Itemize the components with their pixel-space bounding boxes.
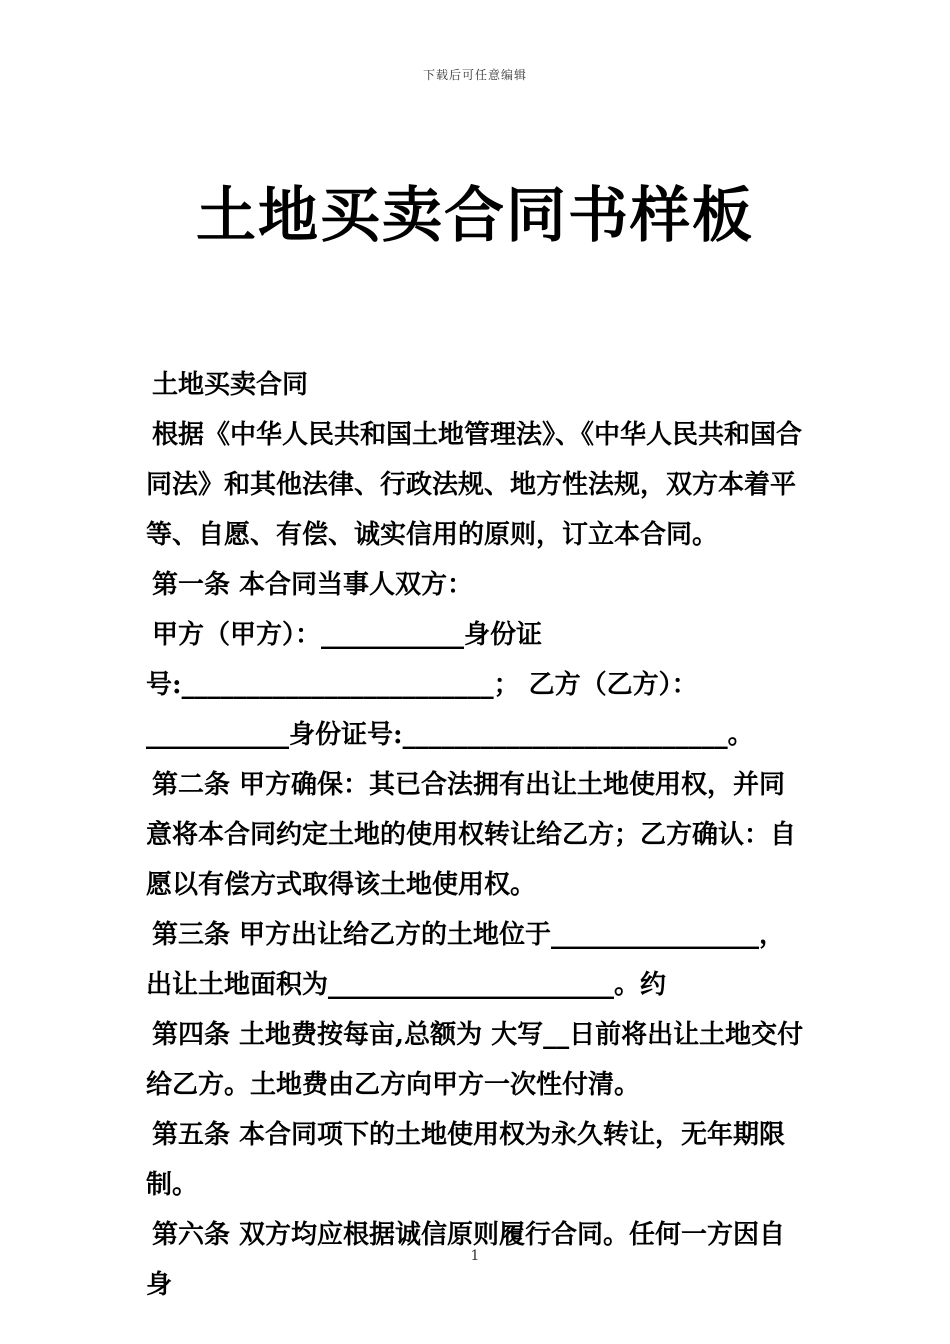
paragraph-parties: 甲方（甲方）：___________身份证号:________________________； 乙方（乙方）：___________身份证号:_________________________。 [146, 620, 754, 750]
page-number: 1 [470, 1248, 480, 1264]
paragraph-article-1: 第一条 本合同当事人双方： [152, 570, 474, 600]
paragraph-article-5: 第五条 本合同项下的土地使用权为永久转让，无年期限制。 [146, 1120, 786, 1200]
paragraph-preamble: 根据《中华人民共和国土地管理法》、《中华人民共和国合同法》和其他法律、行政法规、地方性法规，双方本着平等、自愿、有偿、诚实信用的原则，订立本合同。 [146, 420, 803, 550]
paragraph-article-6: 第六条 双方均应根据诚信原则履行合同。任何一方因自身 [146, 1220, 786, 1300]
document-title: 土地买卖合同书样板 [196, 181, 754, 251]
paragraph-article-2: 第二条 甲方确保：其已合法拥有出让土地使用权，并同意将本合同约定土地的使用权转让给乙方；乙方确认：自愿以有偿方式取得该土地使用权。 [146, 770, 797, 900]
document-body [146, 360, 810, 1310]
paragraph-heading: 土地买卖合同 [152, 370, 309, 400]
header-note: 下载后可任意编辑 [422, 68, 527, 82]
paragraph-article-3: 第三条 甲方出让给乙方的土地位于________________，出让土地面积为______________________。约 [146, 920, 786, 1000]
paragraph-article-4: 第四条 土地费按每亩,总额为 大写__日前将出让土地交付给乙方。土地费由乙方向甲方一次性付清。 [146, 1020, 804, 1100]
